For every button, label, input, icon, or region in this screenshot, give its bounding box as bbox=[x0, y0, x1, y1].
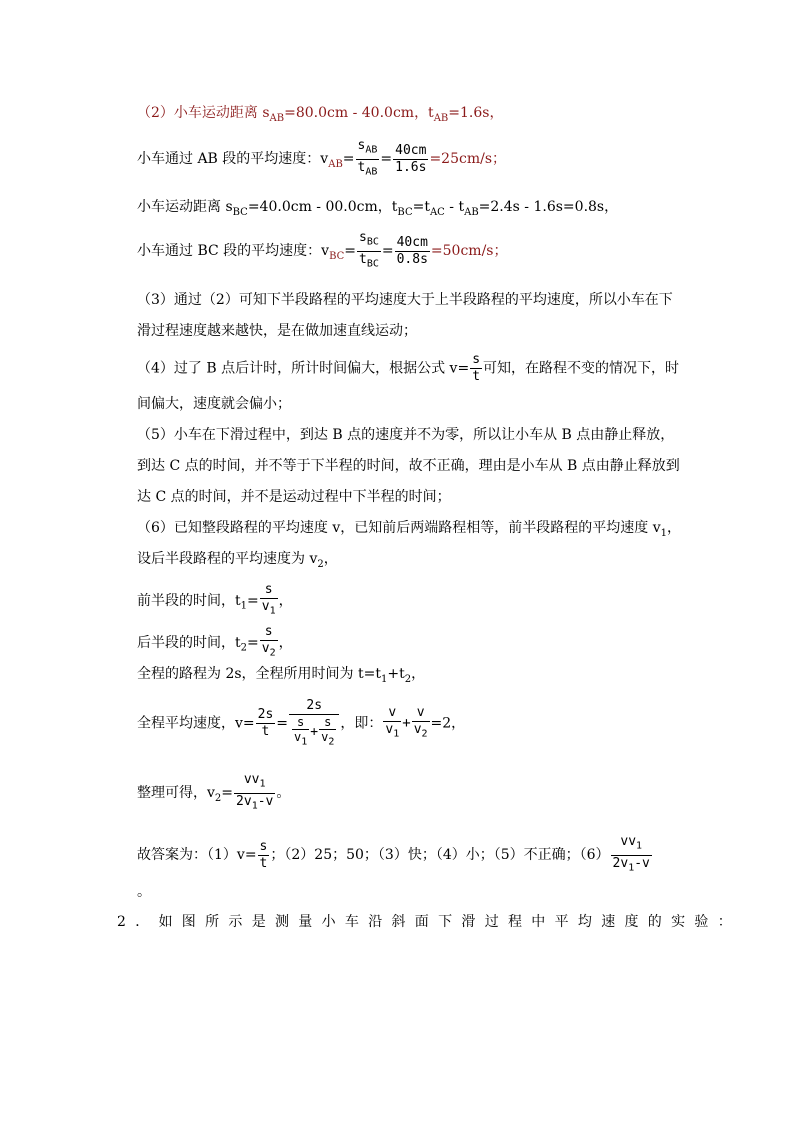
fraction: $\frac{s_{BC}}{t_{BC}}$ bbox=[359, 230, 379, 270]
text: ， bbox=[278, 592, 293, 609]
solution-line-5-1 bbox=[137, 425, 674, 445]
text: =t bbox=[412, 199, 430, 215]
solution-line-6-3 bbox=[137, 582, 293, 620]
text: 可知，在路程不变的情况下，时 bbox=[483, 360, 680, 377]
text: ， bbox=[667, 520, 681, 536]
solution-line-6-2 bbox=[137, 549, 338, 575]
text: = bbox=[276, 715, 289, 732]
text: 达 C 点的时间，并不是运动过程中下半程的时间； bbox=[137, 489, 451, 505]
solution-line-bc-speed bbox=[137, 230, 507, 272]
subscript: BC bbox=[397, 206, 413, 218]
fraction: $\frac{s}{v_2}$ bbox=[261, 624, 276, 659]
text: - t bbox=[444, 199, 465, 215]
text: 2．如图所示是测量小车沿斜面下滑过程中平均速度的实验： bbox=[117, 914, 742, 930]
fraction: $\frac{vv_1}{2v_1-v}$ bbox=[612, 834, 650, 874]
text: （5）小车在下滑过程中，到达 B 点的速度并不为零，所以让小车从 B 点由静止释放， bbox=[137, 427, 675, 443]
solution-line-3-1 bbox=[137, 290, 673, 310]
text: （2）小车运动距离 s bbox=[137, 105, 270, 121]
solution-line-6-5 bbox=[137, 664, 425, 690]
text: = bbox=[381, 243, 394, 260]
fraction: 2s $\frac{s}{v_1}$ + $\frac{s}{v_2}$ bbox=[289, 698, 339, 749]
text: 后半段的时间，t bbox=[137, 634, 241, 651]
subscript: AC bbox=[429, 206, 445, 218]
solution-line-6-7 bbox=[137, 772, 290, 814]
subscript: 2 bbox=[240, 642, 248, 654]
solution-line-5-2 bbox=[137, 456, 680, 476]
text: =25cm/s； bbox=[429, 151, 507, 168]
subscript: 2 bbox=[317, 558, 324, 570]
subscript: 2 bbox=[404, 673, 412, 685]
solution-line-4-1 bbox=[137, 352, 679, 385]
solution-line-6-6 bbox=[137, 698, 465, 749]
fraction: $\frac{v}{v_2}$ bbox=[413, 704, 428, 740]
solution-line-4-2 bbox=[137, 394, 291, 414]
text: = bbox=[342, 151, 355, 168]
text: = bbox=[247, 592, 259, 609]
text: =80.0cm - 40.0cm，t bbox=[284, 105, 434, 121]
text: 前半段的时间，t bbox=[137, 592, 241, 609]
subscript: AB bbox=[433, 112, 449, 124]
text: =40.0cm - 00.0cm，t bbox=[247, 199, 398, 215]
fraction: $\frac{s}{t}$ bbox=[259, 838, 268, 871]
subscript: 1 bbox=[660, 527, 667, 539]
subscript: 1 bbox=[380, 673, 388, 685]
answer-tail bbox=[137, 882, 151, 902]
subscript: AB bbox=[269, 112, 285, 124]
fraction: $\frac{2s}{t}$ bbox=[257, 707, 274, 740]
solution-line-bc-distance bbox=[137, 197, 618, 223]
text: =2， bbox=[430, 715, 466, 732]
solution-line-6-1 bbox=[137, 518, 681, 544]
subscript: 1 bbox=[240, 600, 248, 612]
text: 。 bbox=[137, 884, 151, 900]
fraction: $\frac{s_{AB}}{t_{AB}}$ bbox=[357, 138, 378, 178]
text: 小车运动距离 s bbox=[137, 199, 233, 215]
text: 设后半段路程的平均速度为 v bbox=[137, 551, 318, 567]
solution-line-ab-speed bbox=[137, 138, 506, 180]
text: =1.6s， bbox=[448, 105, 504, 121]
fraction: $\frac{40cm}{0.8s}$ bbox=[396, 234, 428, 267]
subscript: AB bbox=[464, 206, 479, 218]
text: 滑过程速度越来越快，是在做加速直线运动； bbox=[137, 323, 417, 339]
fraction: $\frac{v}{v_1}$ bbox=[385, 704, 400, 740]
text: 间偏大，速度就会偏小； bbox=[137, 396, 291, 412]
text: ， bbox=[323, 551, 338, 567]
subscript: 2 bbox=[214, 792, 222, 804]
text: =2.4s - 1.6s=0.8s， bbox=[478, 199, 619, 215]
text: = bbox=[344, 243, 356, 260]
text: =50cm/s； bbox=[430, 243, 508, 260]
text: ， bbox=[411, 666, 426, 682]
solution-line-2-1 bbox=[137, 103, 503, 129]
text: 整理可得，v bbox=[137, 785, 215, 802]
fraction: $\frac{s}{v_1}$ bbox=[261, 582, 276, 617]
solution-line-6-4 bbox=[137, 624, 293, 662]
fraction: $\frac{vv_1}{2v_1-v}$ bbox=[236, 772, 274, 812]
subscript: BC bbox=[232, 206, 248, 218]
text: 故答案为：（1）v= bbox=[137, 847, 257, 864]
text: 。 bbox=[276, 785, 291, 802]
question-2-stem bbox=[117, 912, 741, 932]
text: = bbox=[221, 785, 234, 802]
fraction: $\frac{s}{t}$ bbox=[472, 352, 481, 384]
text: = bbox=[247, 634, 259, 651]
text: 小车通过 BC 段的平均速度：v bbox=[137, 243, 330, 260]
text: 全程平均速度，v= bbox=[137, 715, 255, 732]
text: ；（2）25；50；（3）快；（4）小；（5）不正确；（6） bbox=[270, 847, 610, 864]
solution-line-5-3 bbox=[137, 487, 451, 507]
answer-line bbox=[137, 834, 653, 876]
subscript: AB bbox=[328, 158, 343, 170]
text: （6）已知整段路程的平均速度 v，已知前后两端路程相等，前半段路程的平均速度 v bbox=[137, 520, 661, 536]
text: 小车通过 AB 段的平均速度：v bbox=[137, 151, 329, 168]
text: 全程的路程为 2s，全程所用时间为 t=t bbox=[137, 666, 381, 682]
text: 到达 C 点的时间，并不等于下半程的时间，故不正确，理由是小车从 B 点由静止释放到 bbox=[137, 458, 680, 474]
text: = bbox=[380, 151, 393, 168]
text: +t bbox=[387, 666, 405, 682]
subscript: BC bbox=[329, 250, 345, 262]
solution-line-3-2 bbox=[137, 321, 417, 341]
text: ， bbox=[278, 634, 293, 651]
text: + bbox=[402, 715, 411, 732]
fraction: $\frac{40cm}{1.6s}$ bbox=[395, 142, 427, 175]
text: （3）通过（2）可知下半段路程的平均速度大于上半段路程的平均速度，所以小车在下 bbox=[137, 292, 673, 308]
text: （4）过了 B 点后计时，所计时间偏大，根据公式 v= bbox=[137, 360, 470, 377]
text: ，即： bbox=[340, 715, 383, 732]
